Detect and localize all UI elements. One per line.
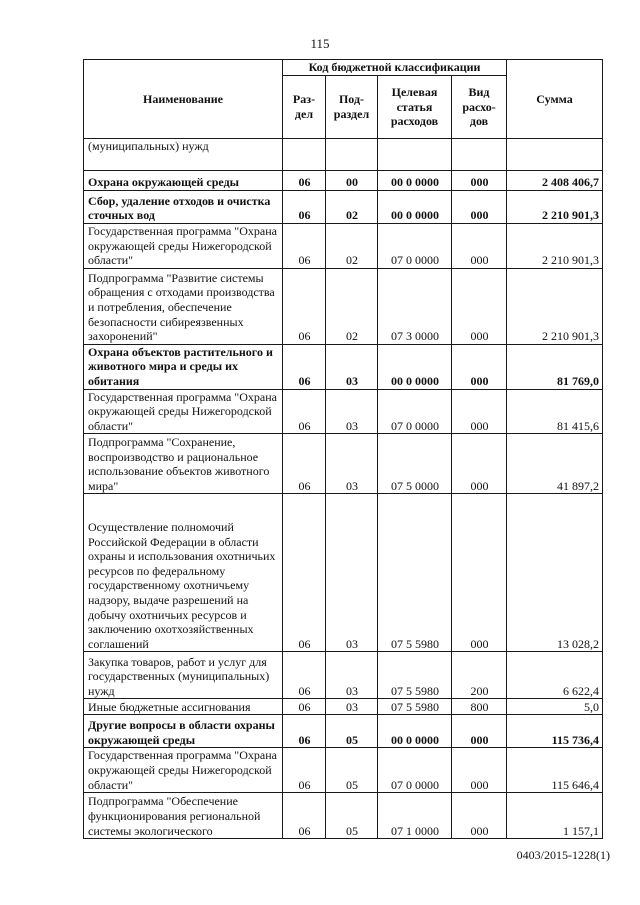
table-row xyxy=(84,139,603,171)
cell-subsection: 05 xyxy=(326,793,378,839)
table-row xyxy=(84,494,603,652)
cell-sum: 41 897,2 xyxy=(507,434,603,494)
cell-target: 07 0 0000 xyxy=(378,224,452,269)
cell-subsection: 02 xyxy=(326,191,378,224)
table-row xyxy=(84,715,603,748)
cell-type: 000 xyxy=(452,748,507,793)
header-classification-group: Код бюджетной классификации xyxy=(283,60,507,76)
cell-name: Иные бюджетные ассигнования xyxy=(84,699,283,715)
page-number: 115 xyxy=(310,36,330,51)
cell-name: (муниципальных) нужд xyxy=(84,139,283,171)
table-row xyxy=(84,191,603,224)
cell-subsection: 03 xyxy=(326,389,378,434)
cell-subsection xyxy=(326,139,378,171)
cell-target: 07 1 0000 xyxy=(378,793,452,839)
table-row xyxy=(84,224,603,269)
cell-subsection: 05 xyxy=(326,715,378,748)
cell-section: 06 xyxy=(283,191,326,224)
header-type: Вид расхо- дов xyxy=(452,76,507,139)
header-target: Целевая статья расходов xyxy=(378,76,452,139)
cell-type: 000 xyxy=(452,224,507,269)
cell-subsection: 05 xyxy=(326,748,378,793)
cell-section: 06 xyxy=(283,652,326,699)
cell-name: Подпрограмма "Сохранение, воспроизводство и рациональное использование объектов животного мира" xyxy=(84,434,283,494)
table-row xyxy=(84,389,603,434)
table-row xyxy=(84,652,603,699)
cell-sum: 81 769,0 xyxy=(507,344,603,389)
cell-subsection: 03 xyxy=(326,652,378,699)
cell-sum: 2 408 406,7 xyxy=(507,171,603,191)
cell-type: 000 xyxy=(452,715,507,748)
header-subsection: Под- раздел xyxy=(326,76,378,139)
table-header xyxy=(84,60,603,139)
cell-type: 000 xyxy=(452,494,507,652)
cell-target: 07 3 0000 xyxy=(378,268,452,344)
cell-name: Другие вопросы в области охраны окружающей среды xyxy=(84,715,283,748)
cell-target: 07 0 0000 xyxy=(378,389,452,434)
cell-type: 000 xyxy=(452,344,507,389)
cell-type: 800 xyxy=(452,699,507,715)
cell-name: Охрана окружающей среды xyxy=(84,171,283,191)
cell-sum: 1 157,1 xyxy=(507,793,603,839)
cell-section: 06 xyxy=(283,699,326,715)
cell-name: Осуществление полномочий Российской Федерации в области охраны и использования охотничьих ресурсов по федеральному государственному охотничьему надзору, выдаче разрешений на добычу охотничьих ресурсов и заключению охотхозяйственных соглашений xyxy=(84,494,283,652)
table-row xyxy=(84,434,603,494)
cell-section: 06 xyxy=(283,715,326,748)
cell-type xyxy=(452,139,507,171)
cell-subsection: 03 xyxy=(326,434,378,494)
table-row xyxy=(84,344,603,389)
cell-type: 200 xyxy=(452,652,507,699)
cell-section: 06 xyxy=(283,268,326,344)
table-row xyxy=(84,748,603,793)
cell-sum: 115 646,4 xyxy=(507,748,603,793)
cell-sum: 2 210 901,3 xyxy=(507,191,603,224)
cell-section: 06 xyxy=(283,389,326,434)
cell-sum: 81 415,6 xyxy=(507,389,603,434)
cell-subsection: 02 xyxy=(326,224,378,269)
cell-section: 06 xyxy=(283,224,326,269)
cell-sum: 2 210 901,3 xyxy=(507,224,603,269)
budget-table xyxy=(83,59,603,839)
cell-subsection: 02 xyxy=(326,268,378,344)
cell-sum: 5,0 xyxy=(507,699,603,715)
cell-subsection: 03 xyxy=(326,699,378,715)
cell-name: Государственная программа "Охрана окружающей среды Нижегородской области" xyxy=(84,748,283,793)
document-code: 0403/2015-1228(1) xyxy=(516,848,610,862)
table-row xyxy=(84,699,603,715)
cell-target: 00 0 0000 xyxy=(378,191,452,224)
cell-subsection: 03 xyxy=(326,494,378,652)
cell-section: 06 xyxy=(283,344,326,389)
cell-sum: 13 028,2 xyxy=(507,494,603,652)
cell-name: Государственная программа "Охрана окружающей среды Нижегородской области" xyxy=(84,224,283,269)
cell-name: Охрана объектов растительного и животного мира и среды их обитания xyxy=(84,344,283,389)
table-row xyxy=(84,268,603,344)
cell-sum: 115 736,4 xyxy=(507,715,603,748)
cell-sum: 6 622,4 xyxy=(507,652,603,699)
cell-section: 06 xyxy=(283,494,326,652)
cell-section: 06 xyxy=(283,434,326,494)
table-body xyxy=(84,139,603,839)
cell-name: Подпрограмма "Обеспечение функционирования региональной системы экологического xyxy=(84,793,283,839)
cell-section: 06 xyxy=(283,793,326,839)
cell-type: 000 xyxy=(452,434,507,494)
cell-target xyxy=(378,139,452,171)
cell-section xyxy=(283,139,326,171)
cell-target: 00 0 0000 xyxy=(378,715,452,748)
cell-target: 07 0 0000 xyxy=(378,748,452,793)
cell-name: Сбор, удаление отходов и очистка сточных вод xyxy=(84,191,283,224)
header-section: Раз- дел xyxy=(283,76,326,139)
cell-type: 000 xyxy=(452,268,507,344)
cell-target: 07 5 5980 xyxy=(378,494,452,652)
cell-type: 000 xyxy=(452,793,507,839)
cell-type: 000 xyxy=(452,389,507,434)
cell-section: 06 xyxy=(283,748,326,793)
cell-name: Закупка товаров, работ и услуг для государственных (муниципальных) нужд xyxy=(84,652,283,699)
header-sum: Сумма xyxy=(507,60,603,139)
cell-target: 07 5 0000 xyxy=(378,434,452,494)
table-row xyxy=(84,793,603,839)
table-row xyxy=(84,171,603,191)
cell-sum xyxy=(507,139,603,171)
cell-subsection: 00 xyxy=(326,171,378,191)
cell-target: 07 5 5980 xyxy=(378,652,452,699)
cell-section: 06 xyxy=(283,171,326,191)
cell-subsection: 03 xyxy=(326,344,378,389)
cell-name: Государственная программа "Охрана окружающей среды Нижегородской области" xyxy=(84,389,283,434)
cell-type: 000 xyxy=(452,171,507,191)
cell-target: 00 0 0000 xyxy=(378,171,452,191)
cell-target: 00 0 0000 xyxy=(378,344,452,389)
cell-type: 000 xyxy=(452,191,507,224)
header-name: Наименование xyxy=(84,60,283,139)
cell-name: Подпрограмма "Развитие системы обращения с отходами производства и потребления, обеспечение безопасности сибиреязвенных захоронений" xyxy=(84,268,283,344)
cell-target: 07 5 5980 xyxy=(378,699,452,715)
cell-sum: 2 210 901,3 xyxy=(507,268,603,344)
